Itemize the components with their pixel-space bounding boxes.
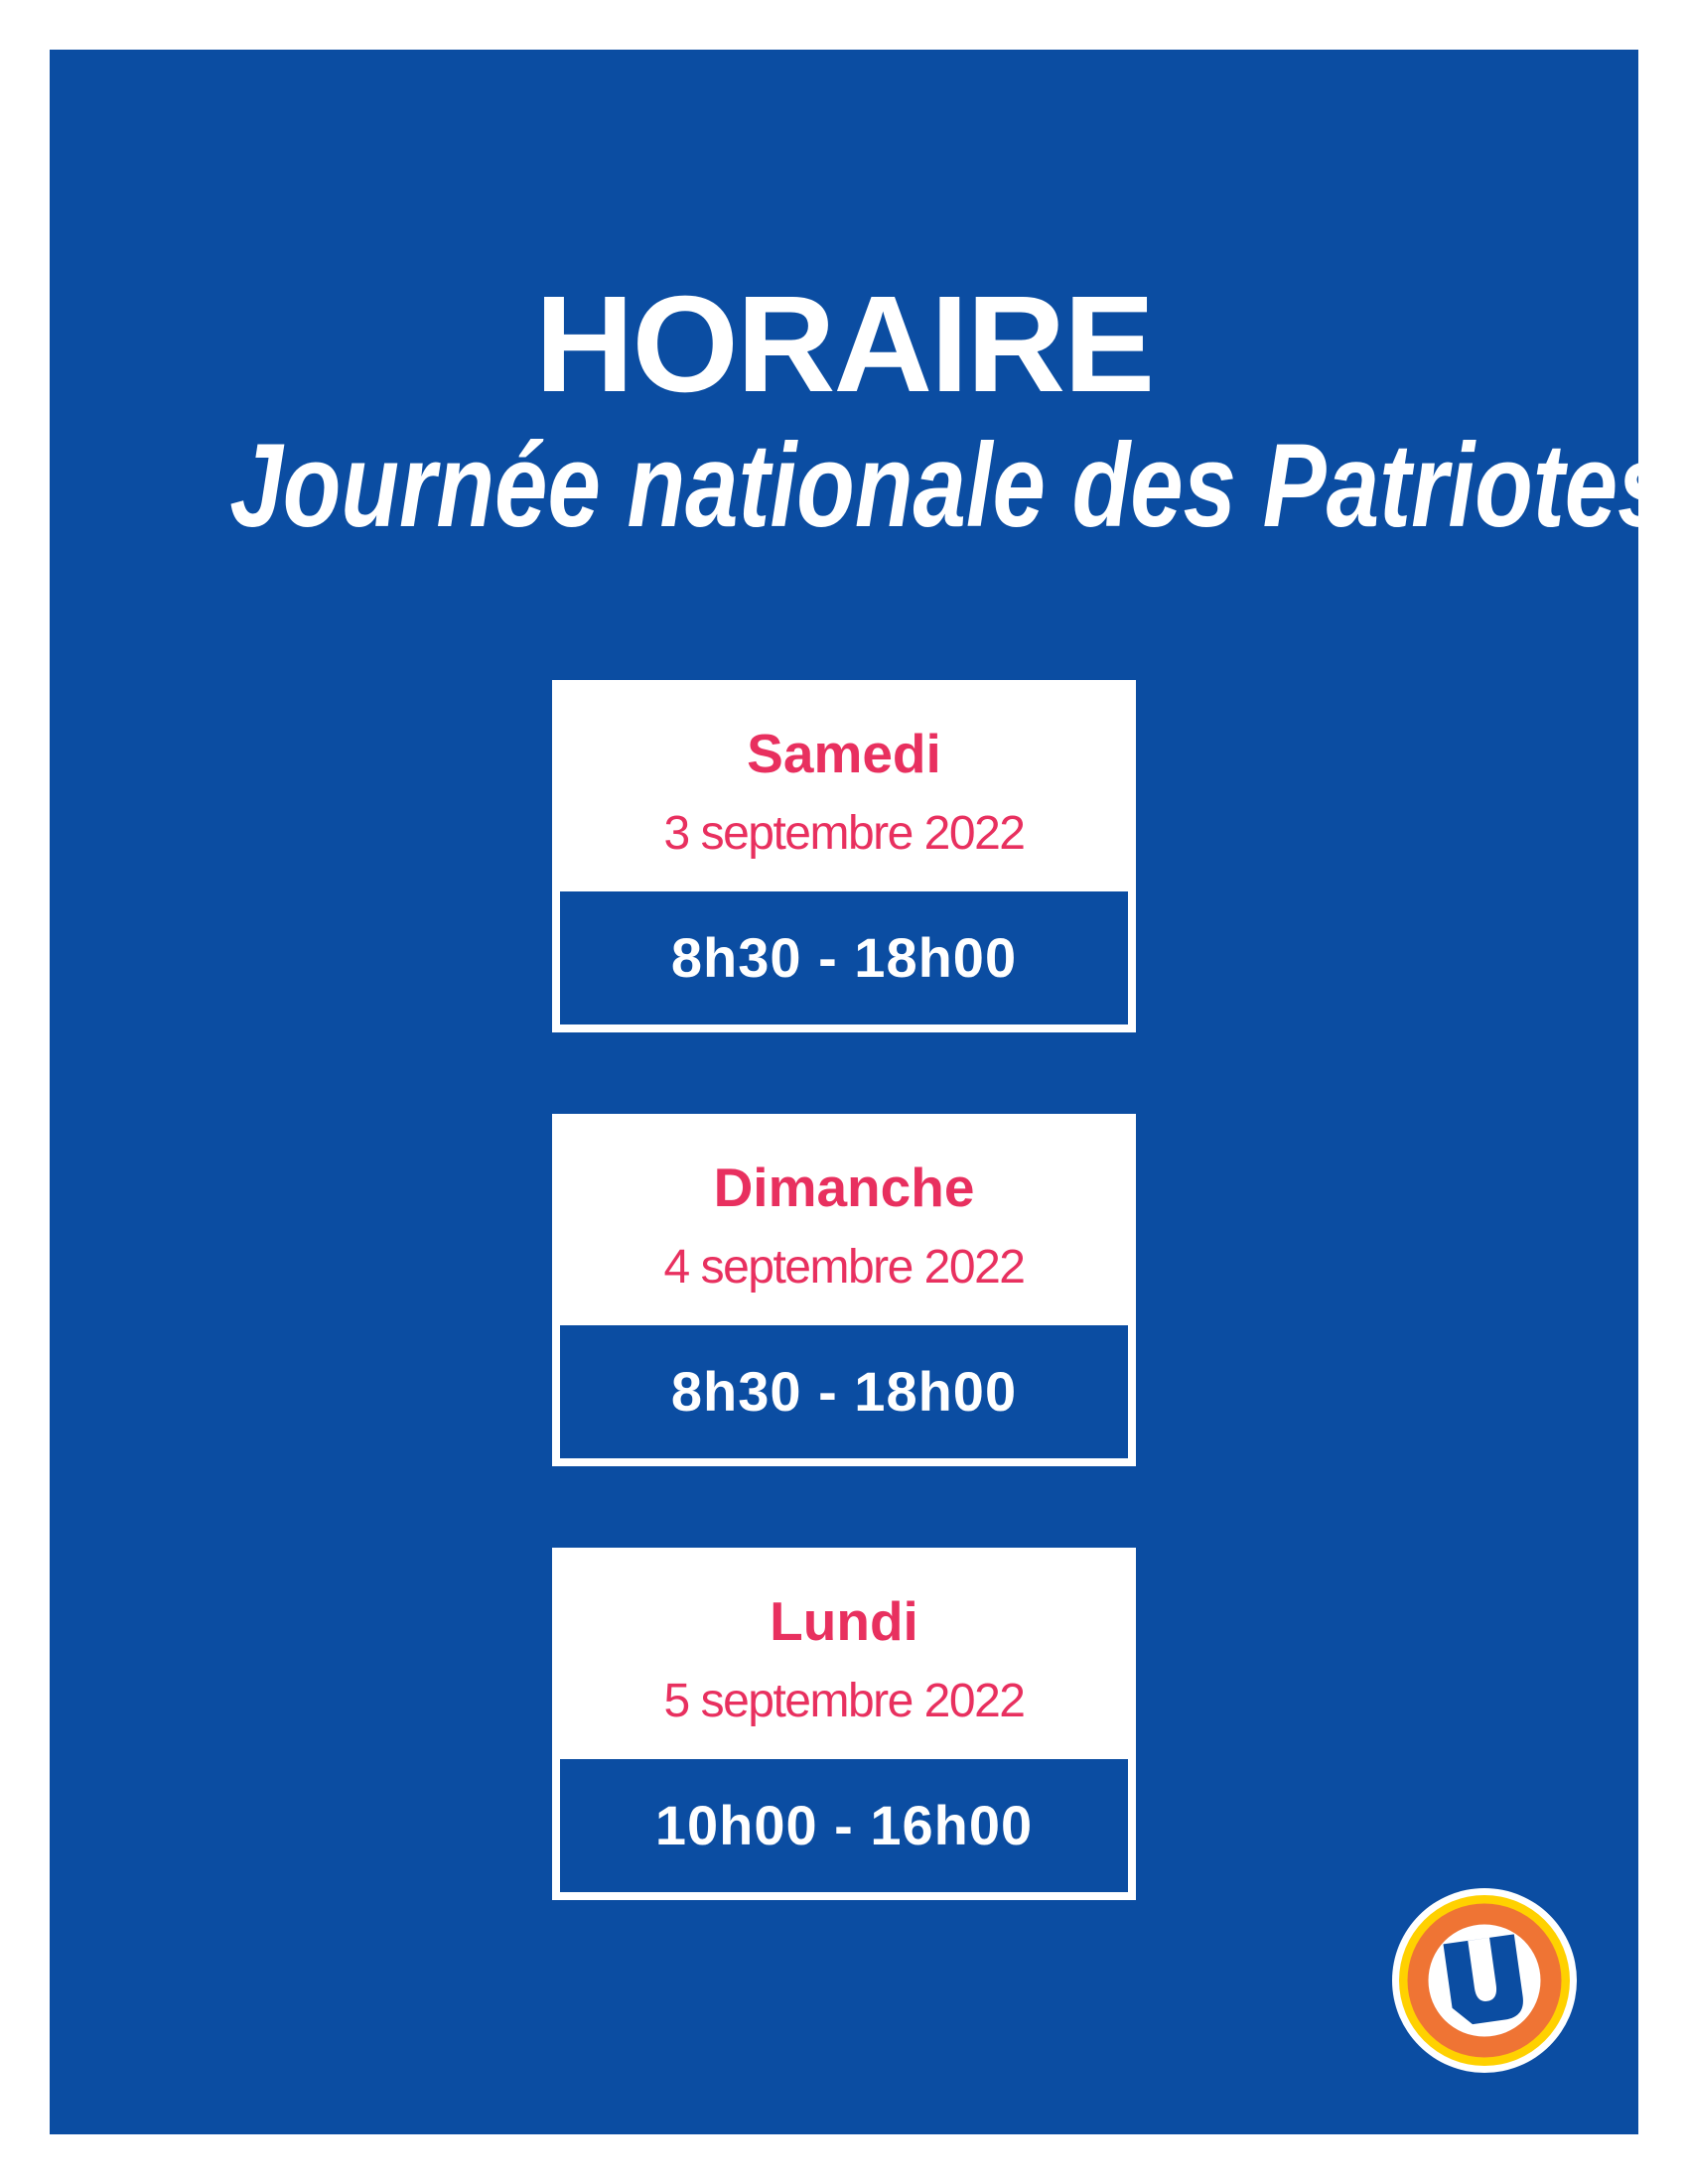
day-name: Dimanche [713, 1157, 975, 1218]
poster-blue-panel [50, 50, 1671, 2134]
schedule-card-samedi [552, 680, 1136, 1032]
poster-subtitle-text: Journée nationale des Patriotes [229, 419, 1671, 552]
hours-bar [560, 1759, 1128, 1892]
schedule-card-dimanche [552, 1114, 1136, 1466]
poster-title: HORAIRE [534, 268, 1154, 421]
poster-subtitle [50, 419, 1671, 552]
day-date: 3 septembre 2022 [663, 807, 1025, 860]
hours-text: 8h30 - 18h00 [670, 1360, 1018, 1423]
day-date: 4 septembre 2022 [663, 1241, 1025, 1294]
hours-bar [560, 891, 1128, 1024]
hours-text: 8h30 - 18h00 [670, 926, 1018, 989]
hours-bar [560, 1325, 1128, 1458]
schedule-card-lundi [552, 1548, 1136, 1900]
u-supermarket-logo-icon [1390, 1886, 1579, 2075]
day-name: Lundi [770, 1590, 918, 1652]
day-name: Samedi [747, 723, 941, 784]
day-date: 5 septembre 2022 [663, 1675, 1025, 1727]
hours-text: 10h00 - 16h00 [654, 1794, 1034, 1856]
